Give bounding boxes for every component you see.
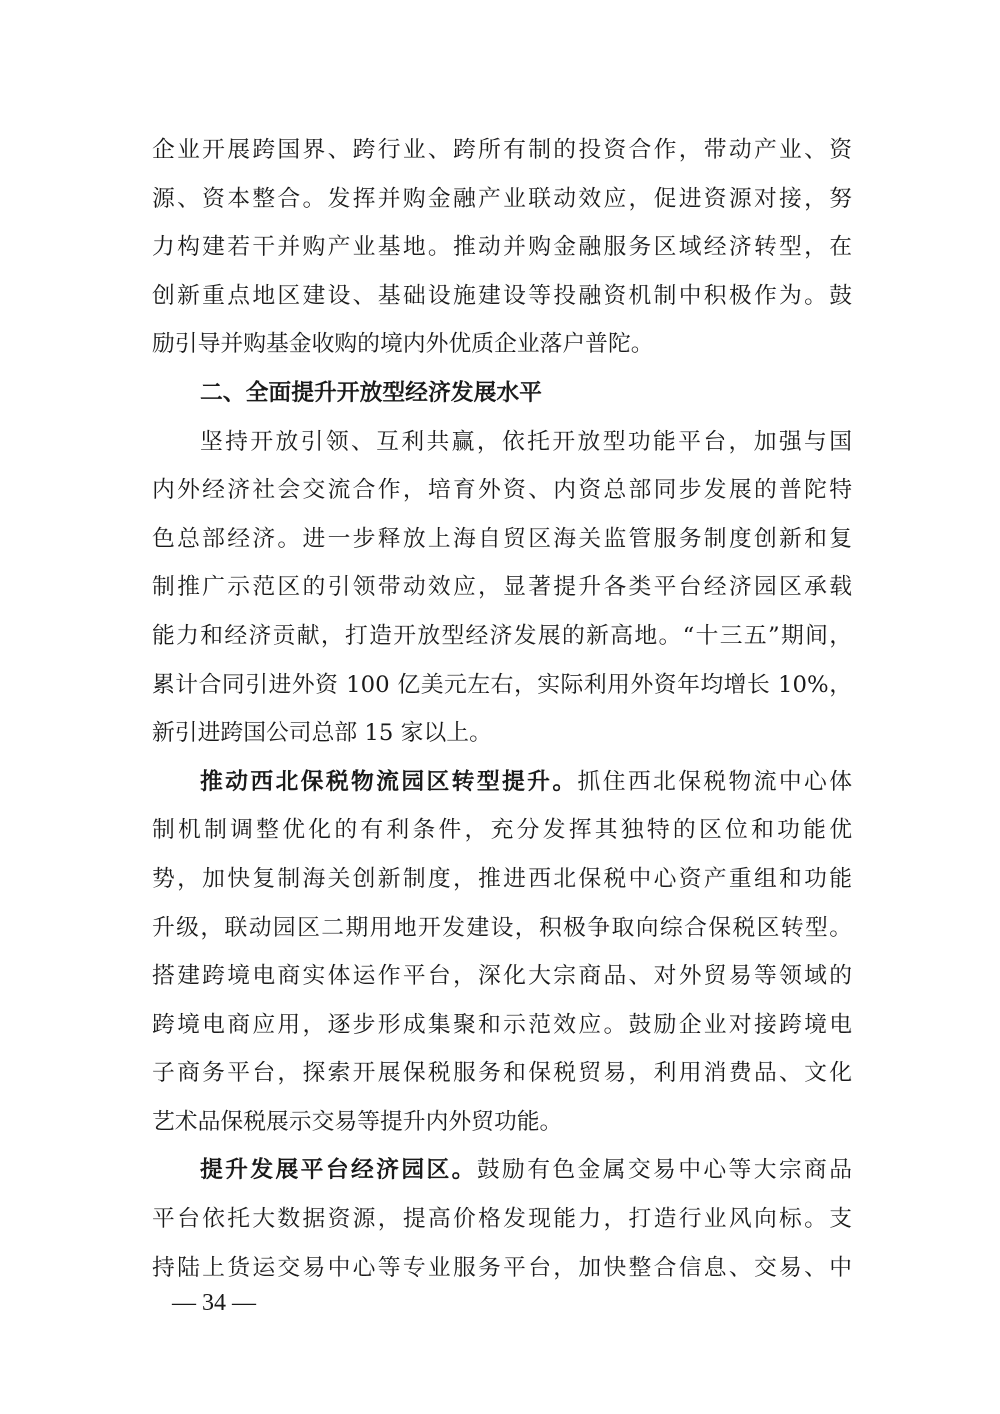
text-line: 制机制调整优化的有利条件，充分发挥其独特的区位和功能优 bbox=[152, 817, 852, 844]
text-line: 力构建若干并购产业基地。推动并购金融服务区域经济转型，在 bbox=[152, 234, 852, 261]
text-line: 累计合同引进外资 100 亿美元左右，实际利用外资年均增长 10%， bbox=[152, 671, 852, 698]
text-line: 平台依托大数据资源，提高价格发现能力，打造行业风向标。支 bbox=[152, 1206, 852, 1233]
paragraph-lead-rest: 抓住西北保税物流中心体 bbox=[577, 768, 853, 795]
paragraph-lead-title: 提升发展平台经济园区。 bbox=[200, 1157, 477, 1184]
paragraph-lead-rest: 鼓励有色金属交易中心等大宗商品 bbox=[476, 1157, 853, 1184]
text-line: 励引导并购基金收购的境内外优质企业落户普陀。 bbox=[152, 331, 654, 358]
text-line: 色总部经济。进一步释放上海自贸区海关监管服务制度创新和复 bbox=[152, 525, 852, 552]
paragraph-lead-title: 推动西北保税物流园区转型提升。 bbox=[200, 768, 578, 795]
text-line: 新引进跨国公司总部 15 家以上。 bbox=[152, 720, 492, 747]
text-line: 艺术品保税展示交易等提升内外贸功能。 bbox=[152, 1108, 563, 1135]
text-line: 源、资本整合。发挥并购金融产业联动效应，促进资源对接，努 bbox=[152, 185, 852, 212]
paragraph-bonded-logistics bbox=[152, 758, 852, 1147]
text-line: 升级，联动园区二期用地开发建设，积极争取向综合保税区转型。 bbox=[152, 914, 852, 941]
text-line: 能力和经济贡献，打造开放型经济发展的新高地。“十三五”期间， bbox=[152, 622, 852, 649]
text-line: 搭建跨境电商实体运作平台，深化大宗商品、对外贸易等领域的 bbox=[152, 963, 852, 990]
paragraph-open-economy bbox=[152, 418, 852, 758]
text-line bbox=[152, 758, 852, 807]
text-line bbox=[152, 1146, 852, 1195]
page-number: — 34 — bbox=[172, 1290, 256, 1316]
paragraph-platform-parks bbox=[152, 1146, 852, 1292]
text-line: 制推广示范区的引领带动效应，显著提升各类平台经济园区承载 bbox=[152, 574, 852, 601]
text-line: 持陆上货运交易中心等专业服务平台，加快整合信息、交易、中 bbox=[152, 1254, 852, 1281]
text-line: 企业开展跨国界、跨行业、跨所有制的投资合作，带动产业、资 bbox=[152, 137, 852, 163]
document-body bbox=[152, 126, 852, 1292]
text-line: 创新重点地区建设、基础设施建设等投融资机制中积极作为。鼓 bbox=[152, 282, 852, 309]
text-line: 子商务平台，探索开展保税服务和保税贸易，利用消费品、文化 bbox=[152, 1060, 852, 1087]
paragraph-mergers-finance bbox=[152, 126, 852, 369]
text-line: 内外经济社会交流合作，培育外资、内资总部同步发展的普陀特 bbox=[152, 477, 852, 504]
text-line: 势，加快复制海关创新制度，推进西北保税中心资产重组和功能 bbox=[152, 865, 852, 892]
text-line: 坚持开放引领、互利共赢，依托开放型功能平台，加强与国 bbox=[200, 428, 852, 455]
text-line: 跨境电商应用，逐步形成集聚和示范效应。鼓励企业对接跨境电 bbox=[152, 1011, 852, 1038]
section-heading: 二、全面提升开放型经济发展水平 bbox=[200, 379, 542, 406]
